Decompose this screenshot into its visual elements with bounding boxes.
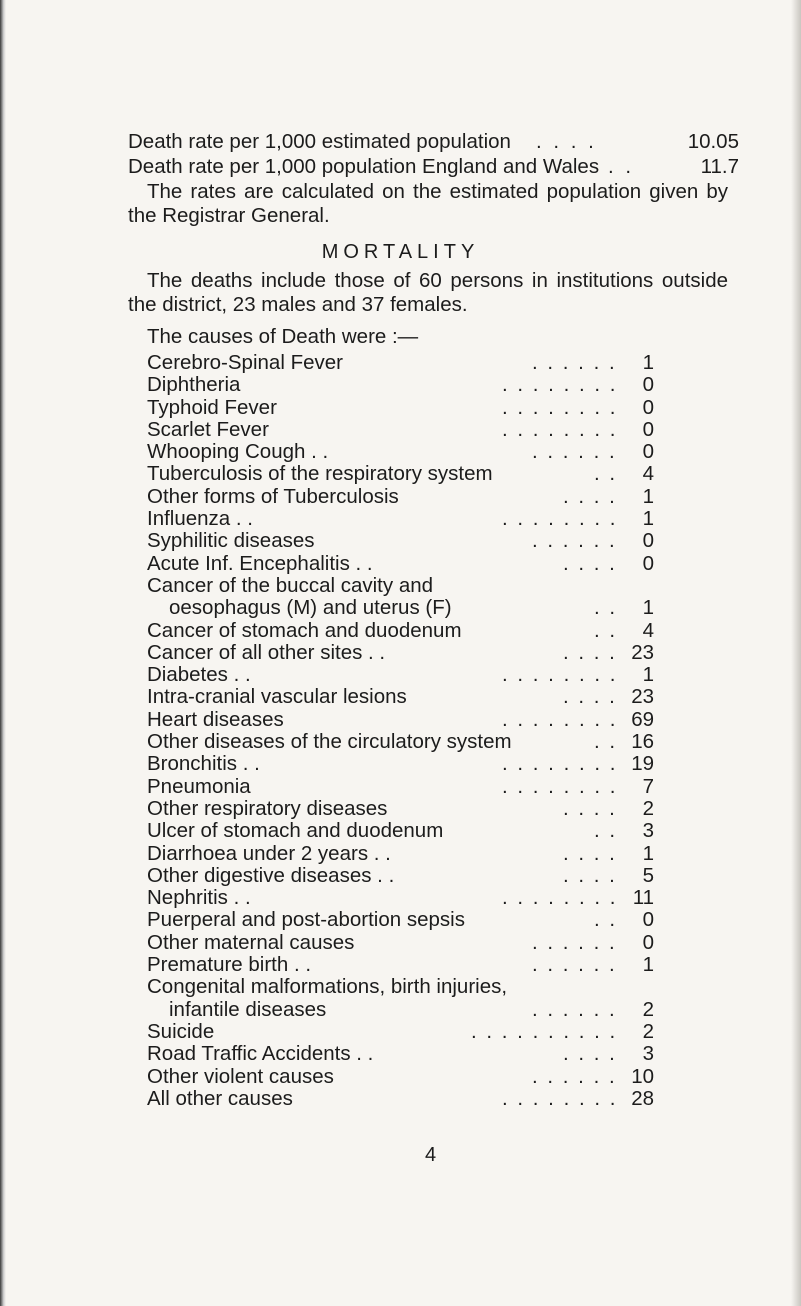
page-right-edge-shadow [791,0,801,1306]
cause-row [147,820,654,842]
cause-label: Ulcer of stomach and duodenum [147,819,444,843]
cause-label: Diphtheria [147,373,241,397]
cause-label: Nephritis . . [147,886,251,910]
cause-leader-dots: . . . . [563,640,617,664]
cause-count: 0 [642,395,654,419]
causes-intro: The causes of Death were :— [147,325,419,348]
cause-count: 4 [642,618,654,642]
cause-count: 1 [642,484,654,508]
cause-row [147,932,654,954]
cause-row [147,686,654,708]
cause-count: 3 [642,1042,654,1066]
cause-leader-dots: . . . . . . . . [502,373,618,397]
cause-label: Cancer of stomach and duodenum [147,618,462,642]
cause-leader-dots: . . . . [563,551,617,575]
cause-leader-dots: . . . . . . . . . . [471,1019,618,1043]
cause-label: Other maternal causes [147,930,355,954]
cause-row [147,397,654,419]
cause-leader-dots: . . [594,462,618,486]
stat-dots-england-wales: . . [608,155,635,178]
cause-leader-dots: . . . . [563,796,617,820]
cause-label: Cerebro-Spinal Fever [147,351,343,374]
stat-dots-estimated: . . . . [536,130,597,153]
cause-label: Pneumonia [147,774,251,798]
cause-row [147,441,654,463]
cause-row [147,798,654,820]
cause-row [147,1043,654,1065]
cause-row [147,374,654,396]
cause-leader-dots: . . [594,618,618,642]
cause-leader-dots: . . . . [563,863,617,887]
cause-leader-dots: . . . . . . [532,930,617,954]
cause-count: 1 [642,841,654,865]
cause-label: Heart diseases [147,707,284,731]
cause-leader-dots: . . . . . . . . [502,752,618,776]
cause-count: 19 [631,752,654,776]
cause-label: Whooping Cough . . [147,440,329,464]
cause-row [147,575,654,597]
stat-label-estimated: Death rate per 1,000 estimated population [128,130,511,153]
cause-row [147,419,654,441]
cause-row [147,865,654,887]
cause-count: 16 [631,730,654,754]
deaths-note-paragraph: The deaths include those of 60 persons in institutions outside the district, 23 males and 37 females. [128,269,728,316]
cause-leader-dots: . . . . [563,1042,617,1066]
rates-note-paragraph: The rates are calculated on the estimated population given by the Registrar General. [128,180,728,227]
cause-leader-dots: . . [594,908,618,932]
cause-row [147,642,654,664]
cause-label: Other violent causes [147,1064,334,1088]
cause-count: 1 [642,507,654,531]
cause-label: infantile diseases [169,997,327,1021]
cause-label: Cancer of all other sites . . [147,640,386,664]
cause-label: All other causes [147,1086,293,1110]
cause-leader-dots: . . . . . . [532,351,617,374]
cause-row [147,486,654,508]
cause-count: 69 [631,707,654,731]
cause-leader-dots: . . . . . . [532,997,617,1021]
cause-row [147,731,654,753]
cause-label: Other digestive diseases . . [147,863,395,887]
cause-row [147,1088,654,1110]
stat-value-estimated: 10.05 [687,130,739,153]
cause-label: Typhoid Fever [147,395,277,419]
cause-row [147,620,654,642]
cause-count: 2 [642,796,654,820]
cause-count: 28 [631,1086,654,1110]
cause-row [147,508,654,530]
cause-row [147,553,654,575]
cause-row [147,999,654,1021]
cause-count: 3 [642,819,654,843]
cause-count: 1 [642,953,654,977]
cause-label: Puerperal and post-abortion sepsis [147,908,465,932]
cause-row [147,597,654,619]
cause-count: 0 [642,551,654,575]
cause-count: 0 [642,440,654,464]
cause-label: Syphilitic diseases [147,529,315,553]
cause-label: Diabetes . . [147,663,251,687]
cause-leader-dots: . . . . [563,841,617,865]
cause-label: Intra-cranial vascular lesions [147,685,407,709]
cause-count: 0 [642,373,654,397]
cause-label: Acute Inf. Encephalitis . . [147,551,373,575]
cause-row [147,843,654,865]
cause-leader-dots: . . . . . . . . [502,774,618,798]
cause-label: Premature birth . . [147,953,312,977]
cause-count: 0 [642,529,654,553]
cause-leader-dots: . . [594,730,618,754]
cause-leader-dots: . . . . . . . . [502,507,618,531]
cause-row [147,463,654,485]
cause-leader-dots: . . . . . . [532,529,617,553]
cause-label: Road Traffic Accidents . . [147,1042,374,1066]
cause-label: Other diseases of the circulatory system [147,730,512,754]
stat-value-england-wales: 11.7 [700,155,739,178]
cause-row [147,954,654,976]
cause-count: 11 [632,886,654,910]
cause-row [147,1021,654,1043]
cause-leader-dots: . . . . . . [532,953,617,977]
cause-count: 2 [642,997,654,1021]
cause-row [147,1066,654,1088]
cause-row [147,776,654,798]
cause-leader-dots: . . . . . . [532,1064,617,1088]
cause-count: 0 [642,417,654,441]
mortality-heading: MORTALITY [321,241,480,263]
cause-leader-dots: . . . . . . . . [502,417,618,441]
cause-count: 0 [642,908,654,932]
cause-row [147,530,654,552]
cause-count: 4 [642,462,654,486]
cause-label: Diarrhoea under 2 years . . [147,841,391,865]
cause-count: 1 [642,596,654,620]
cause-label: Other forms of Tuberculosis [147,484,399,508]
cause-leader-dots: . . . . . . [532,440,617,464]
cause-leader-dots: . . . . [563,685,617,709]
cause-label: Suicide [147,1019,215,1043]
cause-label: Cancer of the buccal cavity and [147,573,434,597]
cause-row [147,887,654,909]
cause-count: 0 [642,930,654,954]
cause-count: 23 [631,640,654,664]
cause-row [147,709,654,731]
cause-label: Congenital malformations, birth injuries, [147,975,508,999]
cause-count: 1 [642,351,654,374]
cause-leader-dots: . . . . [563,484,617,508]
cause-label: Scarlet Fever [147,417,269,441]
cause-leader-dots: . . [594,596,618,620]
cause-leader-dots: . . . . . . . . [502,395,618,419]
cause-count: 23 [631,685,654,709]
cause-row [147,753,654,775]
cause-label: Tuberculosis of the respiratory system [147,462,493,486]
cause-leader-dots: . . . . . . . . [502,707,618,731]
cause-leader-dots: . . . . . . . . [502,1086,618,1110]
cause-label: Bronchitis . . [147,752,260,776]
cause-leader-dots: . . . . . . . . [502,663,618,687]
cause-count: 2 [642,1019,654,1043]
cause-leader-dots: . . [594,819,618,843]
causes-of-death-list [147,352,654,1110]
cause-label: oesophagus (M) and uterus (F) [169,596,452,620]
cause-leader-dots: . . . . . . . . [502,886,618,910]
cause-count: 7 [642,774,654,798]
cause-count: 1 [642,663,654,687]
cause-label: Other respiratory diseases [147,796,388,820]
cause-row [147,352,654,374]
cause-label: Influenza . . [147,507,253,531]
cause-count: 5 [642,863,654,887]
page-left-edge-shadow [0,0,6,1306]
cause-count: 10 [631,1064,654,1088]
page-number: 4 [425,1144,437,1166]
cause-row [147,976,654,998]
cause-row [147,909,654,931]
cause-row [147,664,654,686]
stat-label-england-wales: Death rate per 1,000 population England and Wales [128,155,600,178]
